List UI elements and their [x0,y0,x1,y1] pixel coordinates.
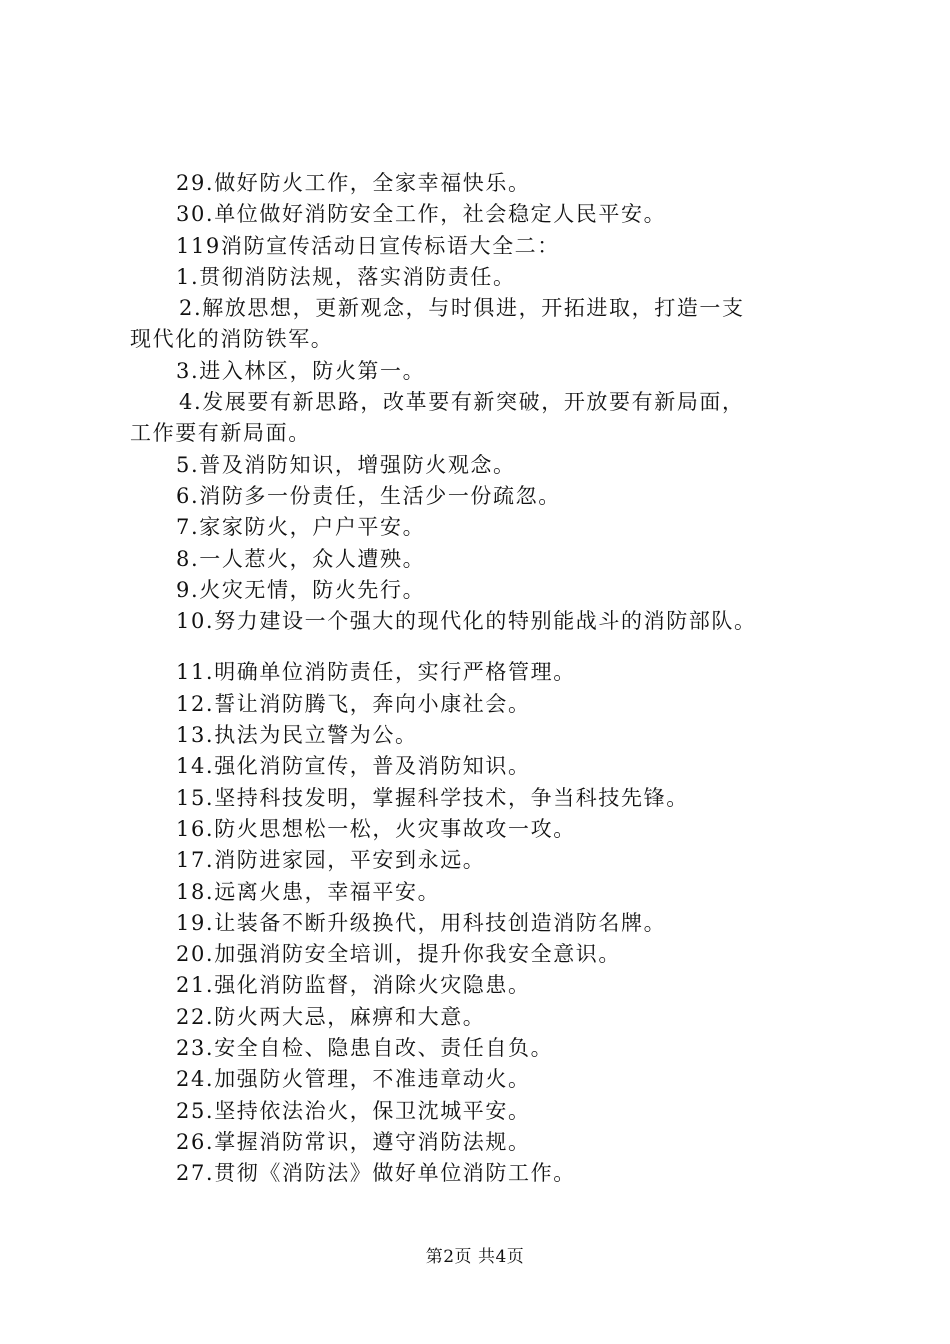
slogan-line: 15.坚持科技发明，掌握科学技术，争当科技先锋。 [176,785,689,810]
slogan-line: 22.防火两大忌，麻痹和大意。 [176,1004,486,1029]
slogan-line: 23.安全自检、隐患自改、责任自负。 [176,1036,554,1061]
document-body [130,168,830,1190]
slogan-line: 4.发展要有新思路，改革要有新突破，开放要有新局面， [179,390,745,415]
slogan-line: 1.贯彻消防法规，落实消防责任。 [176,264,516,289]
slogan-line: 11.明确单位消防责任，实行严格管理。 [176,660,576,685]
slogan-line: 27.贯彻《消防法》做好单位消防工作。 [176,1161,576,1186]
slogan-line: 14.强化消防宣传，普及消防知识。 [176,754,531,779]
slogan-line: 30.单位做好消防安全工作，社会稳定人民平安。 [176,202,667,227]
slogan-line: 6.消防多一份责任，生活少一份疏忽。 [176,483,561,508]
paragraph-gap [130,637,830,657]
section-heading: 119消防宣传活动日宣传标语大全二： [176,233,560,258]
slogan-line: 21.强化消防监督，消除火灾隐患。 [176,973,531,998]
slogan-line: 13.执法为民立警为公。 [176,723,418,748]
slogan-line-continuation: 工作要有新局面。 [130,421,311,446]
slogan-line: 5.普及消防知识，增强防火观念。 [176,452,516,477]
slogan-line: 16.防火思想松一松，火灾事故攻一攻。 [176,816,576,841]
page-footer: 第2页 共4页 [425,1247,525,1267]
slogan-line: 10.努力建设一个强大的现代化的特别能战斗的消防部队。 [176,609,757,634]
slogan-line: 25.坚持依法治火，保卫沈城平安。 [176,1098,531,1123]
slogan-line: 9.火灾无情，防火先行。 [176,577,426,602]
slogan-line: 2.解放思想，更新观念，与时俱进，开拓进取，打造一支 [179,296,745,321]
slogan-line: 26.掌握消防常识，遵守消防法规。 [176,1129,531,1154]
slogan-line: 18.远离火患，幸福平安。 [176,879,441,904]
slogan-line: 7.家家防火，户户平安。 [176,515,426,540]
slogan-line: 17.消防进家园，平安到永远。 [176,848,486,873]
slogan-line: 19.让装备不断升级换代，用科技创造消防名牌。 [176,910,667,935]
slogan-line: 20.加强消防安全培训，提升你我安全意识。 [176,942,621,967]
slogan-line: 3.进入林区，防火第一。 [176,358,426,383]
slogan-line: 8.一人惹火，众人遭殃。 [176,546,426,571]
slogan-line: 24.加强防火管理，不准违章动火。 [176,1067,531,1092]
slogan-line-continuation: 现代化的消防铁军。 [130,327,334,352]
slogan-line: 12.誓让消防腾飞，奔向小康社会。 [176,691,531,716]
slogan-line: 29.做好防火工作，全家幸福快乐。 [176,171,531,195]
